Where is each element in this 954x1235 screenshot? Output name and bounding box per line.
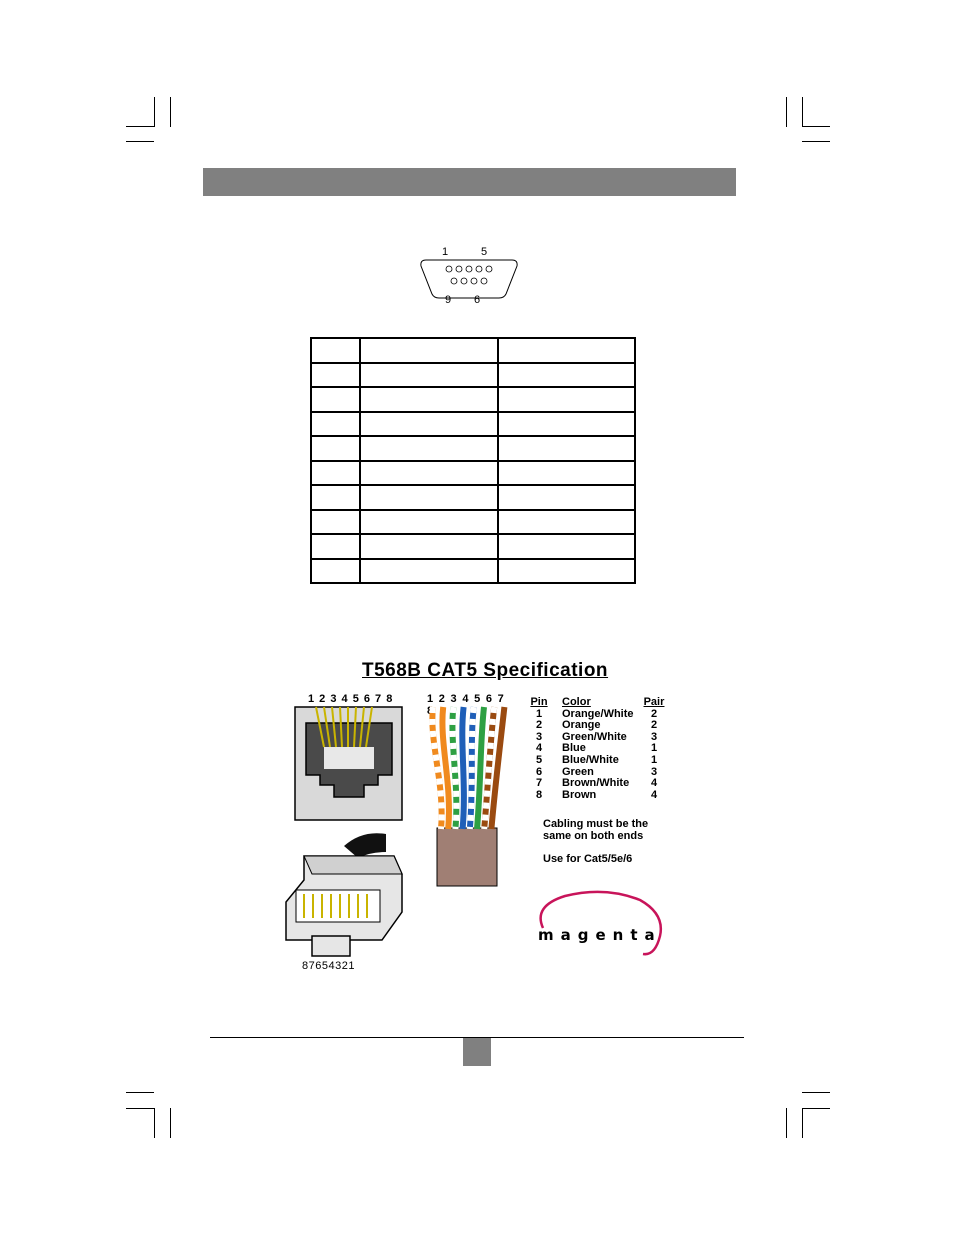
wire-pair-diagram — [425, 693, 515, 888]
pinout-cell — [360, 363, 498, 388]
pin-row-color: Blue — [562, 742, 586, 755]
pinout-cell — [360, 387, 498, 412]
pin-row-color: Orange/White — [562, 707, 634, 720]
pin-row-color: Brown — [562, 788, 597, 801]
pin-row-pair: 2 — [650, 707, 658, 720]
twisted-pair-wires-icon — [425, 693, 515, 888]
pin-row-pin: 5 — [535, 753, 543, 766]
pin-header: Pin — [530, 696, 548, 708]
pin-row-pair: 2 — [650, 719, 658, 732]
db9-pin-label-5: 5 — [481, 246, 488, 258]
page-number-box — [463, 1038, 491, 1066]
pinout-cell — [311, 534, 360, 559]
magenta-swoosh-icon — [515, 884, 670, 962]
pin-row-pin: 3 — [535, 730, 543, 743]
pin-row-pin: 6 — [535, 765, 543, 778]
pinout-cell — [360, 436, 498, 461]
pinout-cell — [360, 461, 498, 486]
pinout-cell — [311, 412, 360, 437]
pin-row-color: Brown/White — [562, 777, 630, 790]
rj45-jack-diagram — [294, 693, 404, 823]
pin-row-pin: 8 — [535, 788, 543, 801]
cabling-note-line-2: same on both ends — [543, 830, 644, 842]
pinout-cell — [311, 461, 360, 486]
pin-row-pair: 4 — [650, 777, 658, 790]
pinout-cell — [498, 436, 635, 461]
pinout-row — [311, 338, 635, 363]
pinout-cell — [498, 461, 635, 486]
db9-pin-label-9: 9 — [445, 294, 452, 306]
jack-pin-numbers: 1 2 3 4 5 6 7 8 — [308, 693, 394, 705]
pin-row-pin: 7 — [535, 777, 543, 790]
pinout-cell — [360, 510, 498, 535]
pinout-row — [311, 461, 635, 486]
logo-wordmark: magenta — [538, 926, 662, 944]
db9-connector-diagram — [416, 242, 522, 310]
pinout-row — [311, 534, 635, 559]
rj45-jack-icon — [294, 693, 404, 823]
rj45-plug-diagram — [282, 828, 407, 976]
pinout-cell — [360, 338, 498, 363]
pinout-row — [311, 387, 635, 412]
db9-pinout-table — [310, 337, 636, 584]
pin-row-pair: 1 — [650, 753, 658, 766]
pin-row-color: Orange — [562, 719, 601, 732]
color-header: Color — [562, 696, 591, 708]
pinout-row — [311, 436, 635, 461]
pinout-row — [311, 412, 635, 437]
pinout-cell — [311, 338, 360, 363]
usage-note: Use for Cat5/5e/6 — [543, 853, 633, 865]
pin-row-pin: 1 — [535, 707, 543, 720]
db9-pin-label-6: 6 — [474, 294, 481, 306]
pinout-cell — [498, 338, 635, 363]
pinout-cell — [498, 387, 635, 412]
pinout-cell — [498, 559, 635, 584]
pinout-cell — [360, 412, 498, 437]
pinout-row — [311, 510, 635, 535]
db9-shell-icon — [416, 256, 522, 304]
pinout-cell — [311, 485, 360, 510]
t568b-title: T568B CAT5 Specification — [362, 660, 609, 681]
db9-pin-label-1: 1 — [442, 246, 449, 258]
rj45-plug-icon — [282, 828, 407, 958]
wire-pin-numbers: 1 2 3 4 5 6 7 8 — [427, 693, 506, 717]
magenta-logo — [515, 884, 670, 962]
pin-row-color: Green/White — [562, 730, 627, 743]
pinout-row — [311, 485, 635, 510]
pinout-cell — [498, 485, 635, 510]
pinout-cell — [498, 534, 635, 559]
header-bar — [203, 168, 736, 196]
pinout-cell — [498, 510, 635, 535]
pinout-cell — [311, 436, 360, 461]
pin-row-pair: 3 — [650, 765, 658, 778]
pinout-row — [311, 363, 635, 388]
pinout-cell — [498, 412, 635, 437]
pin-row-color: Blue/White — [562, 753, 619, 766]
pinout-row — [311, 559, 635, 584]
pinout-cell — [360, 559, 498, 584]
plug-pin-numbers: 87654321 — [302, 960, 355, 972]
pinout-cell — [311, 559, 360, 584]
pin-row-color: Green — [562, 765, 594, 778]
pair-header: Pair — [643, 696, 665, 708]
pin-row-pair: 4 — [650, 788, 658, 801]
pinout-cell — [360, 485, 498, 510]
pin-row-pair: 3 — [650, 730, 658, 743]
pinout-cell — [498, 363, 635, 388]
pinout-cell — [311, 387, 360, 412]
pinout-cell — [311, 363, 360, 388]
cable-jacket — [437, 828, 497, 886]
pin-row-pin: 2 — [535, 719, 543, 732]
pin-row-pin: 4 — [535, 742, 543, 755]
cabling-note — [543, 818, 648, 842]
pinout-cell — [311, 510, 360, 535]
pin-row-pair: 1 — [650, 742, 658, 755]
pinout-cell — [360, 534, 498, 559]
cabling-note-line-1: Cabling must be the — [543, 818, 649, 830]
wire-4 — [462, 707, 464, 829]
